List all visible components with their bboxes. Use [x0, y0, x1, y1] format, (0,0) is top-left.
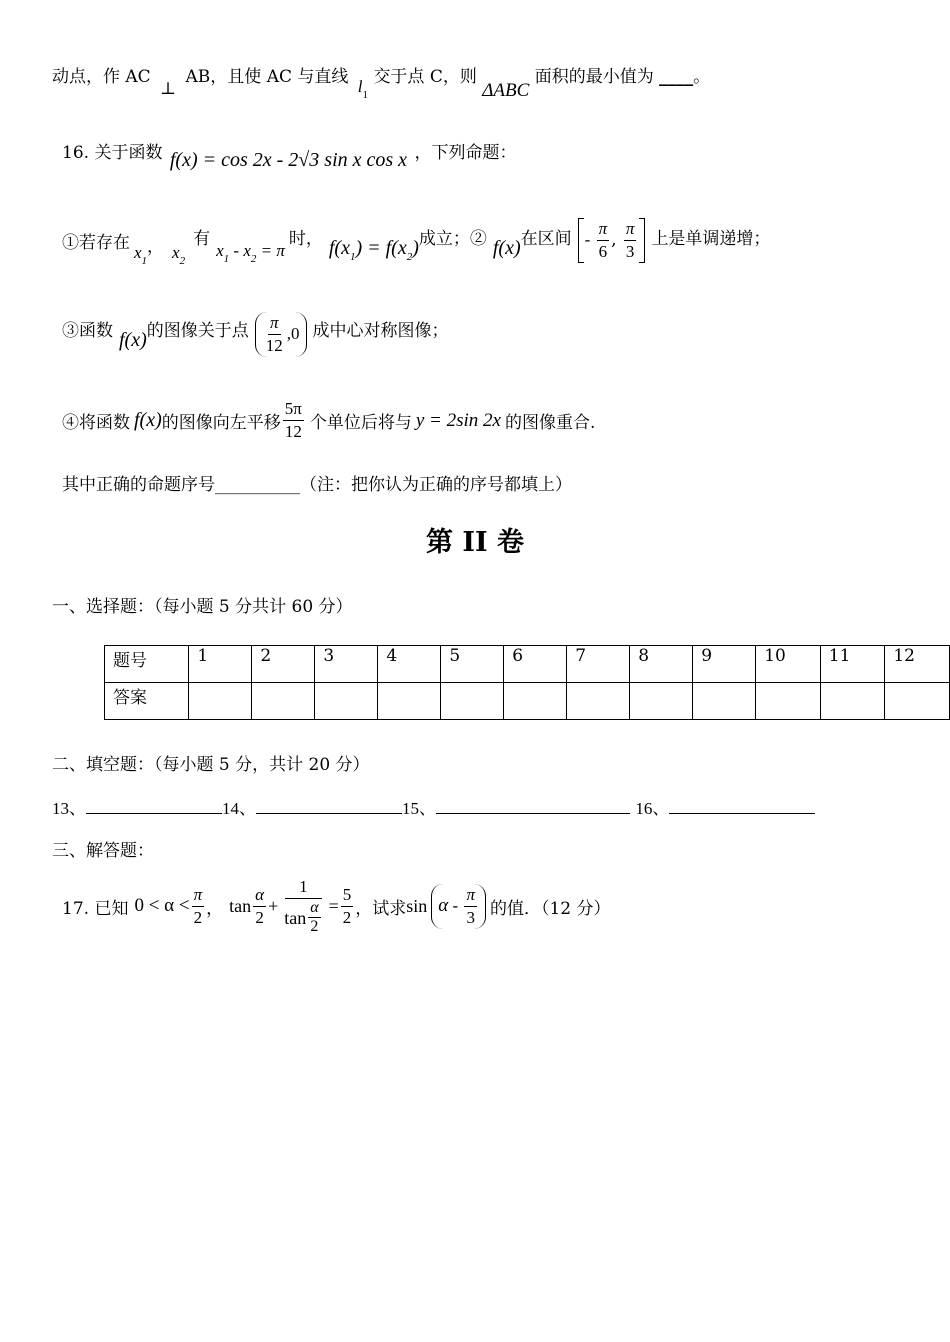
sec3-heading: 三、解答题： — [52, 841, 154, 861]
fill-blanks: 13、 14、 15、 16、 — [52, 794, 815, 819]
answer-table — [104, 645, 950, 720]
row-label: 题号 — [105, 646, 189, 683]
answer-blank: ____ — [659, 67, 694, 87]
interval-bracket: - $\frac{\pi}{6}$ , $\frac{\pi}{3}$ — [578, 218, 646, 263]
q16-item-4: ④将函数 f(x) 的图像向左平移 $\frac{5\pi}{12}$ 个单位后将与 y = 2sin 2x 的图像重合. — [62, 399, 596, 441]
section-title: 第 II 卷 — [425, 527, 525, 558]
q16-answer-line: 其中正确的命题序号__________（注：把你认为正确的序号都填上） — [62, 475, 572, 495]
triangle-abc: ΔABC — [482, 80, 530, 101]
sec1-heading: 一、选择题：（每小题 5 分共计 60 分） — [52, 597, 353, 617]
q16-item-3: ③函数 f(x) 的图像关于点 $\frac{\pi}{12}$ ,0 成中心对称图像； — [62, 313, 449, 355]
q17: 17. 已知 0 < α < $\frac{\pi}{2}$ ， tan $\frac{\alpha}{2}$ + 1 tan $\frac{\alpha}{2}$ = $\frac{5}{2}$ ，试求 sin α - $\frac{\pi}{3}$ 的值．（12 分） — [62, 877, 611, 935]
row-label: 答案 — [105, 683, 189, 720]
q16-header: 16. 关于函数 f(x) = cos 2x - 2√3 sin x cos x ，下列命题： — [62, 143, 517, 171]
perp-symbol: ⊥ — [160, 79, 177, 99]
q16-answer-blank: __________ — [215, 475, 300, 495]
top-line: 动点，作 AC ⊥ AB，且使 AC 与直线 $l_1$ 交于点 C，则 ΔABC 面积的最小值为 ____。 — [52, 67, 711, 101]
table-row-numbers: 题号 1 2 3 4 5 6 7 8 9 10 11 12 — [105, 646, 950, 683]
point-paren: $\frac{\pi}{12}$ ,0 — [255, 312, 307, 357]
sec2-heading: 二、填空题：（每小题 5 分，共计 20 分） — [52, 755, 370, 775]
table-row-answers — [105, 683, 950, 720]
q16-item-1-2: ①若存在 $x_1$ ， $x_2$ 有 $x_1 - x_2 = \pi$ 时， $f(x_1) = f(x_2)$ 成立；② f(x) 在区间 - $\frac{\pi}{6}$ , $\frac{\pi}{3}$ 上是单调递增； — [62, 219, 771, 267]
q16-formula: f(x) = cos 2x - 2√3 sin x cos x — [169, 149, 408, 171]
